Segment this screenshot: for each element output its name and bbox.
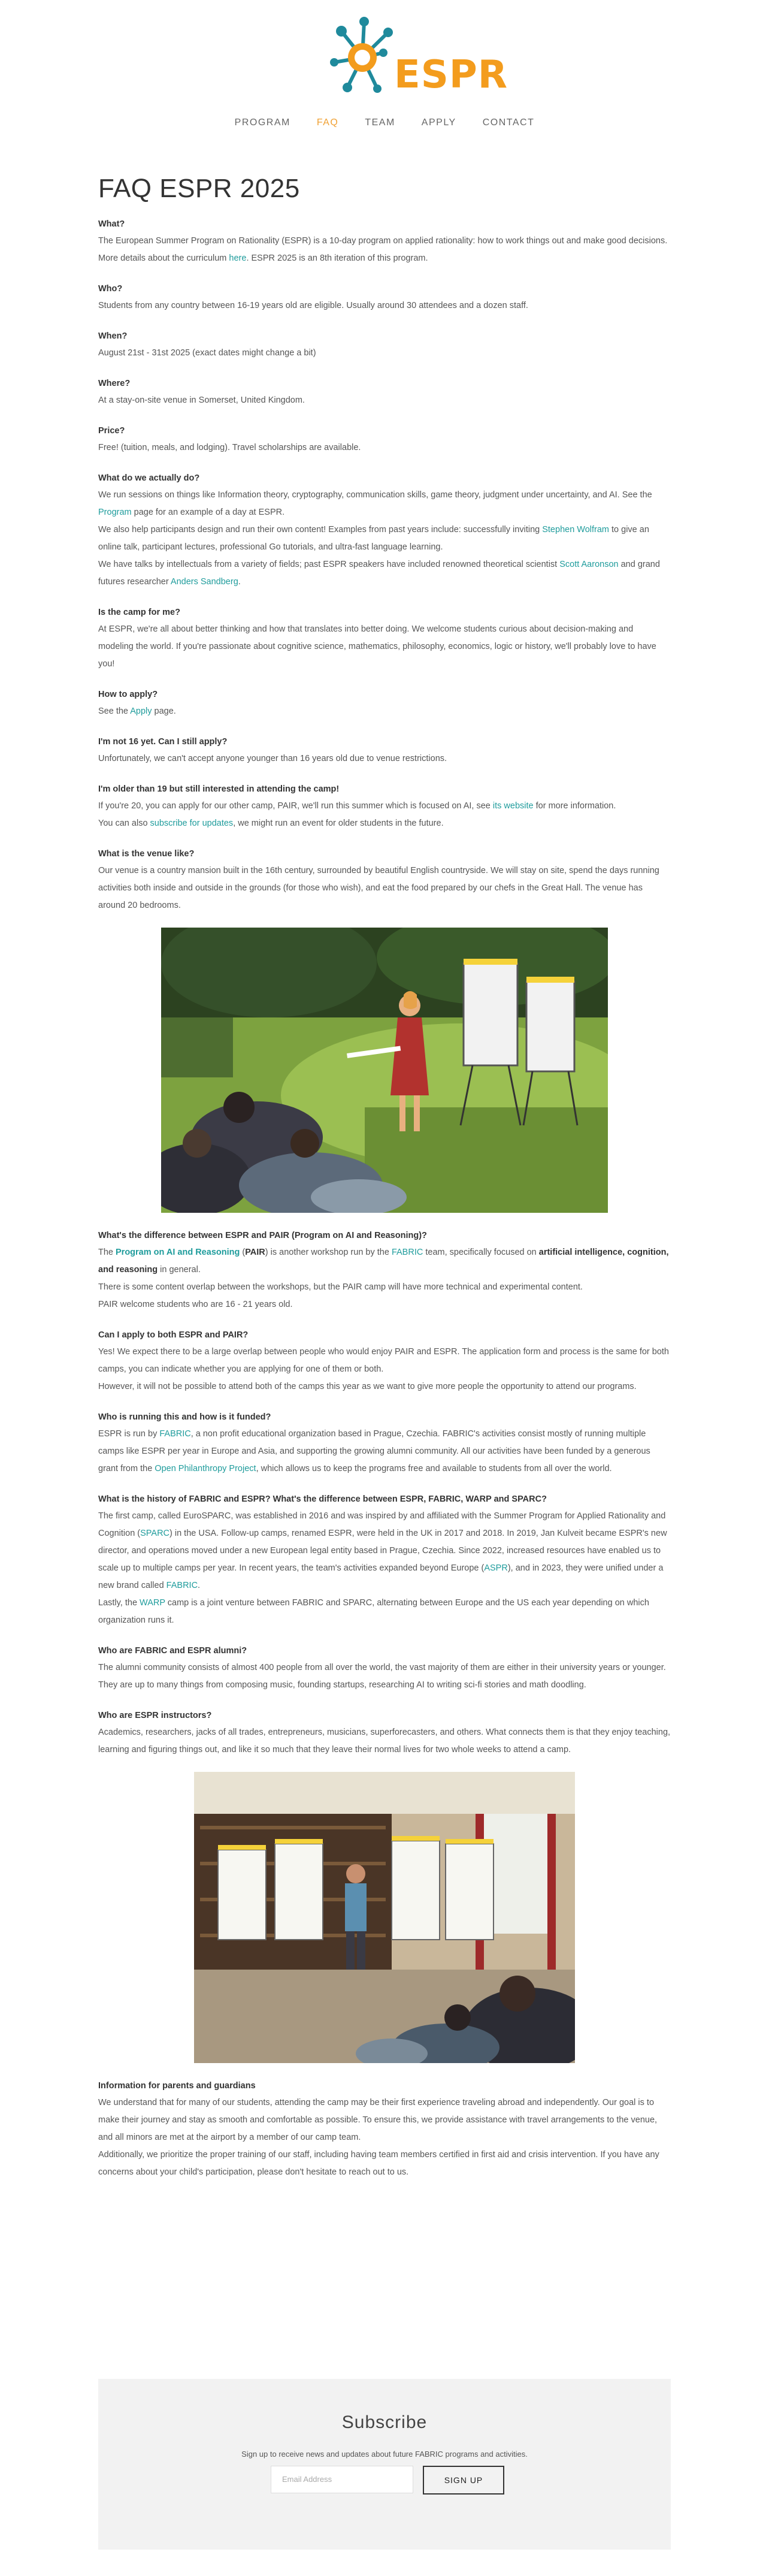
molecule-logo-icon — [323, 11, 401, 101]
faq-answer-funded: ESPR is run by FABRIC, a non profit educational organization based in Prague, Czechia. FABRIC's activities consist mostly of running multiple camps like ESPR per year in Europe and Asia, and supporting the growing alumni community. All our activities have been funded by a generous grant from the Open Philanthropy Project, which allows us to keep the programs free and available to students from all over the world. — [98, 1429, 650, 1473]
faq-question-when: When? — [98, 331, 128, 341]
open-philanthropy-link[interactable]: Open Philanthropy Project — [155, 1464, 256, 1473]
faq-content — [98, 174, 671, 2198]
sandberg-link[interactable]: Anders Sandberg — [170, 577, 238, 587]
faq-answer-both: Yes! We expect there to be a large overlap between people who would enjoy PAIR and ESPR. The application form and process is the same for both camps, you can indicate whether you are applying for one of them or both. However, it will not be possible to attend both of the camps this year as we want to give more people the opportunity to attend our programs. — [98, 1347, 669, 1391]
faq-answer-alumni: The alumni community consists of almost 400 people from all over the world, the vast majority of them are either in their university years or younger. They are up to many things from composing music, founding startups, researching AI to writing sci-fi stories and math doodling. — [98, 1663, 666, 1690]
nav-team[interactable]: TEAM — [365, 117, 395, 128]
faq-answer-forme: At ESPR, we're all about better thinking and how that translates into better doing. We welcome students curious about decision-making and modeling the world. If you're passionate about cognitive science, mathematics, philosophy, economics, logic or history, we'll probably love to have you! — [98, 624, 656, 669]
faq-question-parents: Information for parents and guardians — [98, 2081, 256, 2091]
faq-question-where: Where? — [98, 379, 131, 388]
faq-answer-where: At a stay-on-site venue in Somerset, United Kingdom. — [98, 395, 305, 405]
nav-program[interactable]: PROGRAM — [234, 117, 290, 128]
faq-answer-history: The first camp, called EuroSPARC, was established in 2016 and was inspired by and affiliated with the Summer Program for Applied Rationality and Cognition (SPARC) in the USA. Follow-up camps, renamed ESPR, were held in the UK in 2017 and 2018. In 2019, Jan Kulveit became ESPR's new director, and operations moved under a new European legal entity based in Prague, Czechia. Since 2022, increased resources have enabled us to scale up to multiple camps per year. In recent years, the team's activities expanded beyond Europe (ASPR), and in 2023, they were unified under a new brand called FABRIC. Lastly, the WARP camp is a joint venture between FABRIC and SPARC, alternating between Europe and the US each year depending on which organization runs it. — [98, 1511, 667, 1625]
faq-answer-apply: See the Apply page. — [98, 706, 176, 716]
warp-link[interactable]: WARP — [140, 1598, 165, 1608]
wolfram-link[interactable]: Stephen Wolfram — [542, 525, 609, 534]
faq-answer-do: We run sessions on things like Information theory, cryptography, communication skills, game theory, judgment under uncertainty, and AI. See the Program page for an example of a day at ESPR. We also help participants design and run their own content! Examples from past years include: successfully inviting Stephen Wolfram to give an online talk, participant lectures, professional Go tutorials, and ultra-fast language learning. We have talks by intellectuals from a variety of fields; past ESPR speakers have included renowned theoretical scientist Scott Aaronson and grand futures researcher Anders Sandberg. — [98, 490, 660, 587]
pair-website-link[interactable]: its website — [492, 801, 534, 811]
faq-question-instructors: Who are ESPR instructors? — [98, 1711, 212, 1720]
faq-question-forme: Is the camp for me? — [98, 608, 180, 617]
faq-answer-instructors: Academics, researchers, jacks of all trades, entrepreneurs, musicians, superforecasters, and others. What connects them is that they enjoy teaching, learning and figuring things out, and like it so much that they leave their normal lives for two whole weeks to attend a camp. — [98, 1728, 671, 1754]
faq-answer-when: August 21st - 31st 2025 (exact dates might change a bit) — [98, 348, 316, 358]
faq-question-who: Who? — [98, 284, 123, 294]
fabric-link[interactable]: FABRIC — [391, 1248, 423, 1257]
site-header — [0, 0, 769, 138]
faq-question-venue: What is the venue like? — [98, 849, 195, 859]
faq-question-what: What? — [98, 219, 125, 229]
fabric-link-2[interactable]: FABRIC — [159, 1429, 191, 1439]
logo-text: ESPR — [394, 53, 508, 97]
sparc-link[interactable]: SPARC — [140, 1529, 170, 1538]
subscribe-updates-link[interactable]: subscribe for updates — [150, 819, 234, 828]
aspr-link[interactable]: ASPR — [484, 1563, 508, 1573]
sign-up-button[interactable]: SIGN UP — [423, 2466, 504, 2495]
faq-question-apply: How to apply? — [98, 690, 158, 699]
main-nav — [0, 117, 769, 128]
faq-question-alumni: Who are FABRIC and ESPR alumni? — [98, 1646, 247, 1656]
pair-link[interactable]: Program on AI and Reasoning — [116, 1248, 240, 1257]
faq-question-pair: What's the difference between ESPR and PAIR (Program on AI and Reasoning)? — [98, 1231, 427, 1240]
faq-question-both: Can I apply to both ESPR and PAIR? — [98, 1330, 249, 1340]
faq-question-price: Price? — [98, 426, 125, 436]
faq-question-do: What do we actually do? — [98, 473, 200, 483]
fabric-link-3[interactable]: FABRIC — [166, 1581, 198, 1590]
curriculum-link[interactable]: here — [229, 253, 247, 263]
faq-question-older: I'm older than 19 but still interested in attending the camp! — [98, 784, 340, 794]
nav-apply[interactable]: APPLY — [421, 117, 456, 128]
faq-answer-what: The European Summer Program on Rationality (ESPR) is a 10-day program on applied rationality: how to work things out and make good decisions. More details about the curriculum here. ESPR 2025 is an 8th iteration of this program. — [98, 236, 668, 263]
apply-link[interactable]: Apply — [130, 706, 152, 716]
outdoor-session-photo — [161, 928, 608, 1213]
faq-answer-young: Unfortunately, we can't accept anyone younger than 16 years old due to venue restrictions. — [98, 754, 447, 763]
faq-question-history: What is the history of FABRIC and ESPR? What's the difference between ESPR, FABRIC, WARP and SPARC? — [98, 1494, 547, 1504]
faq-answer-price: Free! (tuition, meals, and lodging). Travel scholarships are available. — [98, 443, 361, 452]
indoor-session-photo — [194, 1772, 575, 2063]
program-link[interactable]: Program — [98, 508, 132, 517]
faq-question-funded: Who is running this and how is it funded? — [98, 1412, 271, 1422]
subscribe-section — [98, 2379, 671, 2550]
subscribe-title: Subscribe — [341, 2412, 428, 2432]
nav-faq[interactable]: FAQ — [316, 117, 339, 128]
faq-answer-who: Students from any country between 16-19 years old are eligible. Usually around 30 attendees and a dozen staff. — [98, 301, 528, 310]
email-input[interactable]: Email Address — [271, 2466, 413, 2493]
faq-answer-pair: The Program on AI and Reasoning (PAIR) is another workshop run by the FABRIC team, specifically focused on artificial intelligence, cognition, and reasoning in general. There is some content overlap between the workshops, but the PAIR camp will have more technical and experimental content. PAIR welcome students who are 16 - 21 years old. — [98, 1248, 669, 1309]
espr-logo[interactable] — [323, 11, 508, 101]
aaronson-link[interactable]: Scott Aaronson — [559, 560, 619, 569]
faq-answer-venue: Our venue is a country mansion built in the 16th century, surrounded by beautiful English countryside. We will stay on site, spend the days running activities both inside and outside in the grounds (for those who wish), and eat the food prepared by our chefs in the Great Hall. The venue has around 20 bedrooms. — [98, 866, 659, 910]
page-title: FAQ ESPR 2025 — [98, 174, 300, 203]
nav-contact[interactable]: CONTACT — [482, 117, 535, 128]
subscribe-text: Sign up to receive news and updates about future FABRIC programs and activities. — [241, 2450, 528, 2459]
faq-answer-parents: We understand that for many of our students, attending the camp may be their first experience traveling abroad and independently. Our goal is to make their journey and stay as smooth and comfortable as possible. To ensure this, we provide assistance with travel arrangements to the venue, and all minors are met at the airport by a member of our camp team. Additionally, we prioritize the proper training of our staff, including having team members certified in first aid and crisis intervention. If you have any concerns about your child's participation, please don't hesitate to reach out to us. — [98, 2098, 659, 2177]
faq-answer-older: If you're 20, you can apply for our other camp, PAIR, we'll run this summer which is focused on AI, see its website for more information. You can also subscribe for updates, we might run an event for older students in the future. — [98, 801, 616, 828]
faq-question-young: I'm not 16 yet. Can I still apply? — [98, 737, 228, 747]
